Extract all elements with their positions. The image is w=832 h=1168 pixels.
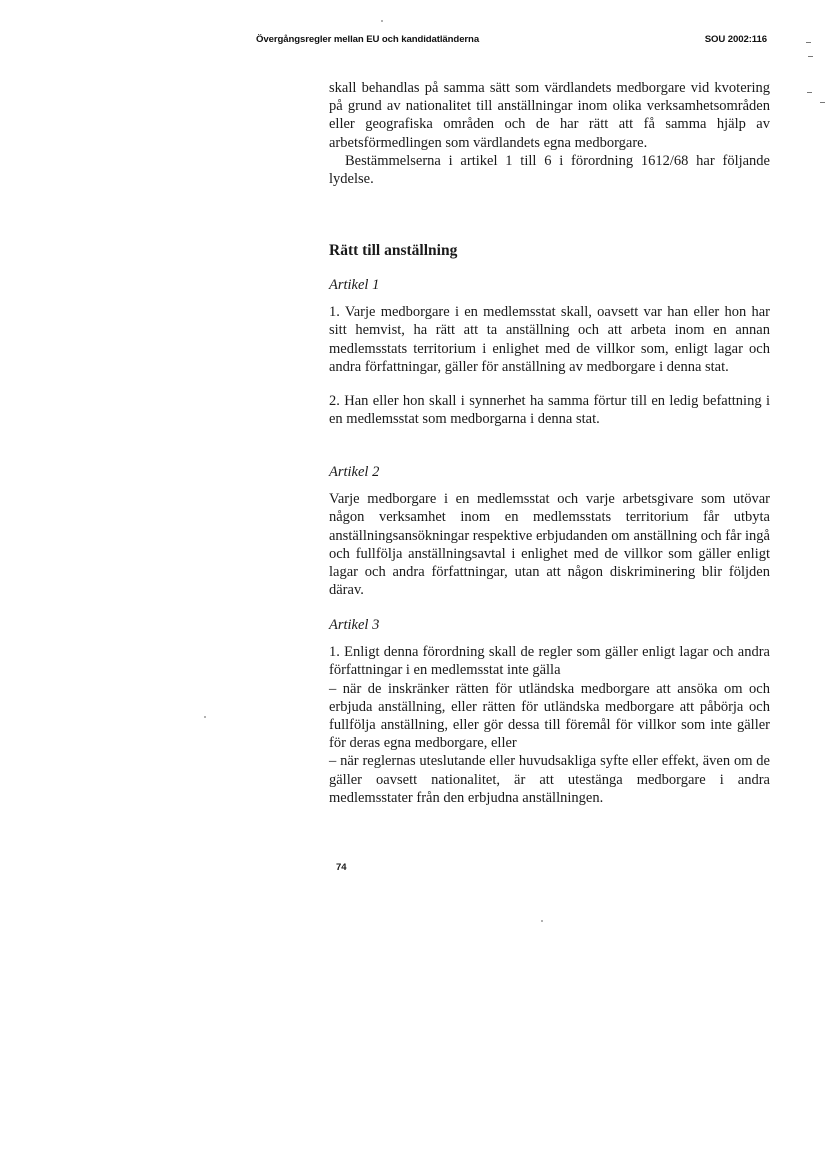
intro-paragraph-1: skall behandlas på samma sätt som värdlandets medborgare vid kvotering på grund av nationalitet till anställningar inom olika verksamhetsområden eller geografiska områden och de har rätt att få samma hjälp av arbetsförmedlingen som värdlandets egna medborgare. — [329, 80, 770, 151]
page-number: 74 — [336, 862, 347, 873]
margin-mark — [808, 56, 813, 57]
scan-speck — [204, 716, 206, 718]
article-3-title: Artikel 3 — [329, 617, 380, 633]
article-1-paragraph-1: 1. Varje medborgare i en medlemsstat skall, oavsett var han eller hon har sitt hemvist, ha rätt att ta anställning och att arbeta inom en annan medlemsstats territorium i enlighet med de villkor som, enligt lagar och andra författningar, gäller för anställning av medborgare i denna stat. — [329, 304, 770, 375]
article-3-paragraph-1: 1. Enligt denna förordning skall de regler som gäller enligt lagar och andra författningar i en medlemsstat inte gälla — [329, 644, 770, 679]
margin-mark — [807, 92, 812, 93]
article-3 — [329, 616, 770, 807]
article-2 — [329, 463, 770, 599]
article-2-paragraph-1: Varje medborgare i en medlemsstat och varje arbetsgivare som utövar någon verksamhet inom en medlemsstats territorium får utbyta anställningsansökningar respektive erbjudanden om anställning och får ingå och fullfölja anställningsavtal i enlighet med de villkor som gäller enligt lagar och andra författningar, utan att någon diskriminering blir följden därav. — [329, 491, 770, 599]
intro-paragraph-2: Bestämmelserna i artikel 1 till 6 i förordning 1612/68 har följande lydelse. — [329, 152, 770, 188]
article-2-title: Artikel 2 — [329, 464, 380, 480]
article-1-title: Artikel 1 — [329, 277, 380, 293]
section-heading: Rätt till anställning — [329, 242, 458, 259]
article-3-dash-item-2: – när reglernas uteslutande eller huvudsakliga syfte eller effekt, även om de gäller oavsett nationalitet, är att utestänga medborgare i andra medlemsstater från den erbjudna anställningen. — [329, 753, 770, 806]
header-title: Övergångsregler mellan EU och kandidatländerna — [256, 34, 480, 45]
header-document-id: SOU 2002:116 — [704, 34, 767, 45]
scan-speck — [541, 920, 543, 922]
intro-text — [329, 79, 770, 188]
article-1 — [329, 276, 770, 428]
scan-speck — [381, 20, 383, 22]
margin-mark — [806, 42, 811, 43]
margin-mark — [820, 102, 825, 103]
article-3-dash-item-1: – när de inskränker rätten för utländska medborgare att ansöka om och erbjuda anställning, eller rätten för utländska medborgare att påbörja och fullfölja anställning, eller gör dessa till föremål för villkor som inte gäller för deras egna medborgare, eller — [329, 680, 770, 752]
article-1-paragraph-2: 2. Han eller hon skall i synnerhet ha samma förtur till en ledig befattning i en medlemsstat som medborgarna i denna stat. — [329, 393, 770, 428]
